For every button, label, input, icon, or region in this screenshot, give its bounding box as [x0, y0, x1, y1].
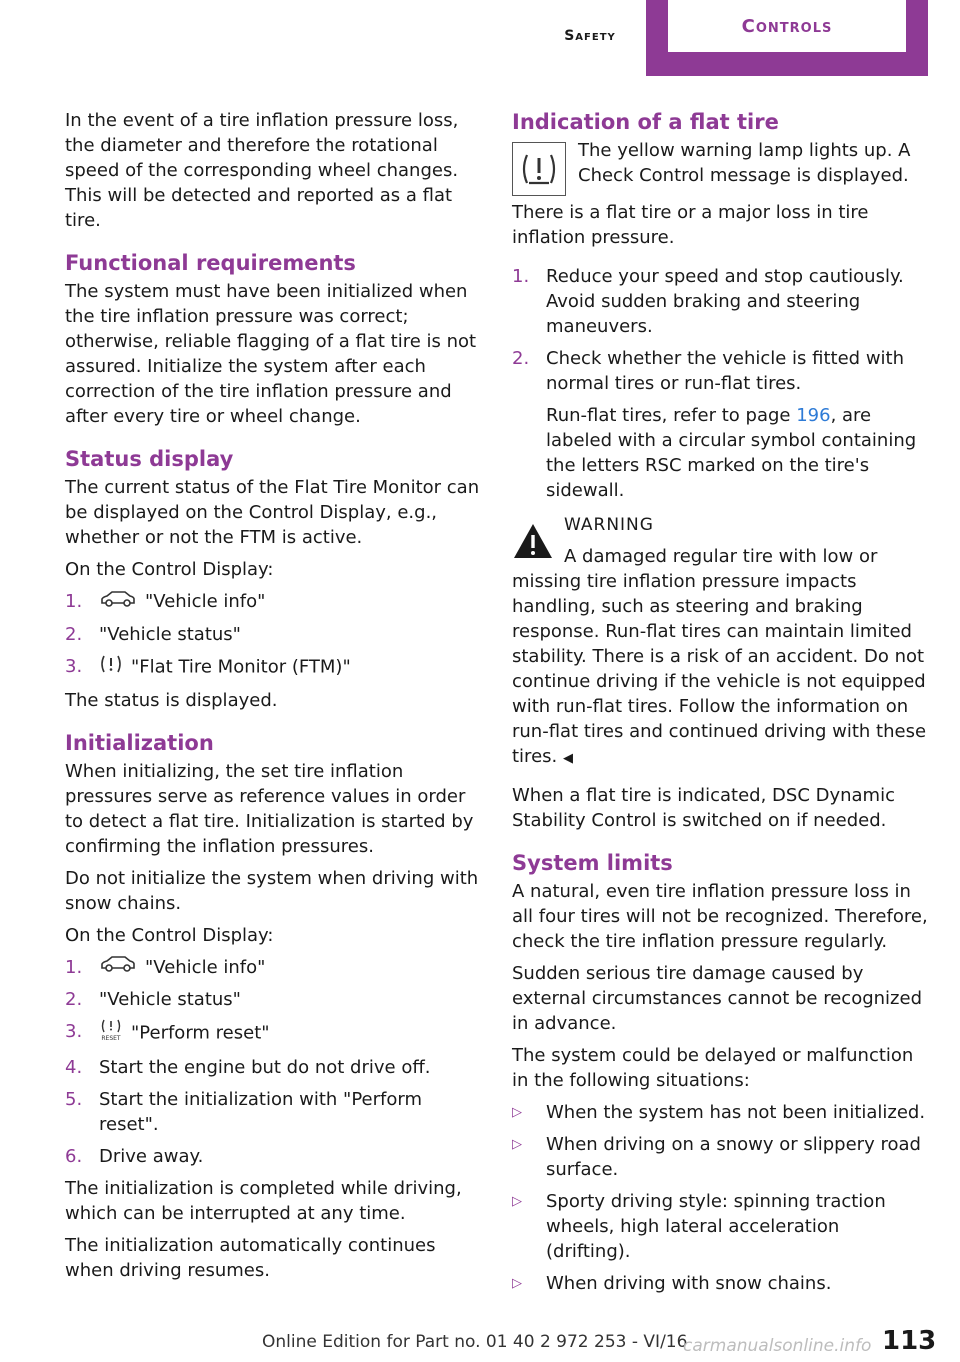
dsc-text: When a flat tire is indicated, DSC Dynamic Stability Control is switched on if needed. — [512, 785, 895, 831]
step-number: 2. — [512, 348, 530, 369]
status-on-display: On the Control Display: — [65, 559, 274, 580]
initialization-text-3: The initialization is completed while driving, which can be interrupted at any time. — [65, 1178, 462, 1224]
step-text: "Flat Tire Monitor (FTM)" — [131, 656, 351, 677]
list-item — [512, 1189, 928, 1264]
list-item — [65, 1087, 480, 1137]
bullet-icon: ▷ — [512, 1276, 522, 1291]
list-item — [512, 1100, 928, 1125]
car-icon — [99, 590, 137, 615]
bullet-icon: ▷ — [512, 1137, 522, 1152]
list-item — [65, 1055, 480, 1080]
right-column — [512, 108, 928, 1303]
watermark: carmanualsonline.info — [683, 1336, 872, 1356]
bullet-text: When the system has not been initialized. — [546, 1102, 926, 1123]
list-item — [512, 346, 928, 503]
list-item — [512, 264, 928, 339]
initialization-heading: Initialization — [65, 730, 214, 755]
bullet-text: Sporty driving style: spinning traction wheels, high lateral acceleration (drifting). — [546, 1191, 886, 1262]
step-text: Drive away. — [99, 1146, 204, 1167]
bullet-icon: ▷ — [512, 1194, 522, 1209]
initialization-text-2: Do not initialize the system when driving with snow chains. — [65, 867, 479, 914]
list-item — [512, 1132, 928, 1182]
edition-text: Online Edition for Part no. 01 40 2 972 253 - VI/16 — [262, 1332, 688, 1352]
runflat-pre: Run-flat tires, refer to page — [546, 405, 797, 426]
end-mark-icon: ◀ — [562, 751, 573, 766]
initialization-steps — [65, 955, 480, 1170]
step-text: "Perform reset" — [131, 1022, 270, 1044]
reset-icon-label: RESET — [101, 1035, 121, 1041]
reset-icon — [99, 1019, 123, 1048]
intro-paragraph: In the event of a tire inflation pressure loss, the diameter and therefore the rotational speed of the corresponding wheel changes. This will be detected and reported as a flat tire. — [65, 110, 459, 231]
step-text: "Vehicle info" — [145, 591, 266, 612]
step-text: "Vehicle status" — [99, 623, 241, 645]
step-number: 5. — [65, 1089, 83, 1110]
warning-body: A damaged regular tire with low or missing tire inflation pressure impacts handling, such as steering and braking response. Run-flat tires can maintain limited stability. There is a risk of an accident. Do not continue driving if the vehicle is not equipped with run-flat tires. Follow the information on run-flat tires and continued driving with these tires. — [512, 546, 927, 767]
warning-triangle-icon — [512, 521, 554, 563]
flat-tire-text: There is a flat tire or a major loss in tire inflation pressure. — [512, 202, 869, 248]
list-item — [65, 1144, 480, 1169]
system-limits-bullets — [512, 1100, 928, 1296]
flat-tire-lamp-text: The yellow warning lamp lights up. A Check Control message is displayed. — [578, 140, 911, 186]
list-item — [65, 987, 480, 1012]
page-link[interactable]: 196 — [796, 405, 831, 426]
step-number: 1. — [65, 956, 83, 978]
step-number: 2. — [65, 623, 83, 645]
footer — [0, 1318, 960, 1362]
tab-controls[interactable] — [646, 0, 928, 76]
initialization-text-1: When initializing, the set tire inflation pressures serve as reference values in order to detect a flat tire. Initialization is started by confirming the inflation pressures. — [65, 760, 474, 857]
warning-title: WARNING — [564, 515, 654, 535]
tab-controls-label: Controls — [668, 0, 906, 52]
list-item — [65, 622, 480, 647]
system-limits-text-2: Sudden serious tire damage caused by external circumstances cannot be recognized in advance. — [512, 963, 923, 1034]
list-item — [65, 654, 480, 681]
list-item — [512, 1271, 928, 1296]
step-number: 6. — [65, 1146, 83, 1167]
car-icon — [99, 955, 137, 980]
warning-text — [512, 544, 928, 771]
step-number: 2. — [65, 989, 83, 1010]
step-number: 4. — [65, 1057, 83, 1078]
list-item — [65, 955, 480, 981]
flat-tire-icon — [99, 654, 123, 681]
runflat-note — [546, 403, 928, 503]
warning-block — [512, 513, 928, 771]
flat-tire-heading: Indication of a flat tire — [512, 110, 779, 134]
tab-safety[interactable]: Safety — [564, 28, 616, 44]
warning-lamp-block — [512, 138, 928, 188]
page-number: 113 — [882, 1326, 937, 1356]
runflat-post: , are labeled with a circular symbol containing the letters RSC marked on the tire's sidewall. — [546, 405, 917, 501]
status-display-text: The current status of the Flat Tire Monitor can be displayed on the Control Display, e.g., whether or not the FTM is active. — [65, 477, 480, 548]
system-limits-text-1: A natural, even tire inflation pressure loss in all four tires will not be recognized. Therefore, check the tire inflation pressure regularly. — [512, 881, 928, 952]
step-text: Reduce your speed and stop cautiously. Avoid sudden braking and steering maneuvers. — [546, 266, 904, 337]
system-limits-text-3: The system could be delayed or malfunction in the following situations: — [512, 1045, 914, 1091]
list-item — [65, 589, 480, 615]
step-number: 3. — [65, 655, 83, 677]
initialization-on-display: On the Control Display: — [65, 924, 274, 946]
functional-requirements-text: The system must have been initialized when the tire inflation pressure was correct; otherwise, reliable flagging of a flat tire is not assured. Initialize the system after each correction of the tire inflation pressure and after every tire or wheel change. — [65, 281, 477, 427]
step-text: "Vehicle status" — [99, 989, 241, 1010]
step-number: 1. — [512, 266, 530, 287]
bullet-text: When driving with snow chains. — [546, 1273, 832, 1294]
initialization-text-4: The initialization automatically continues when driving resumes. — [65, 1235, 436, 1281]
functional-requirements-heading: Functional requirements — [65, 251, 356, 275]
step-number: 1. — [65, 591, 83, 612]
status-display-heading: Status display — [65, 447, 234, 471]
status-steps — [65, 589, 480, 681]
left-column — [65, 108, 480, 1290]
bullet-text: When driving on a snowy or slippery road surface. — [546, 1134, 921, 1180]
list-item — [65, 1019, 480, 1048]
system-limits-heading: System limits — [512, 851, 673, 875]
step-text: "Vehicle info" — [145, 956, 266, 978]
step-text: Check whether the vehicle is fitted with normal tires or run-flat tires. — [546, 348, 905, 394]
status-after-text: The status is displayed. — [65, 689, 278, 711]
flat-tire-steps — [512, 264, 928, 503]
step-text: Start the initialization with "Perform reset". — [99, 1089, 422, 1135]
step-number: 3. — [65, 1021, 83, 1042]
bullet-icon: ▷ — [512, 1105, 522, 1120]
header-bar — [0, 0, 960, 76]
tire-warning-lamp-icon — [512, 142, 566, 196]
step-text: Start the engine but do not drive off. — [99, 1057, 431, 1078]
